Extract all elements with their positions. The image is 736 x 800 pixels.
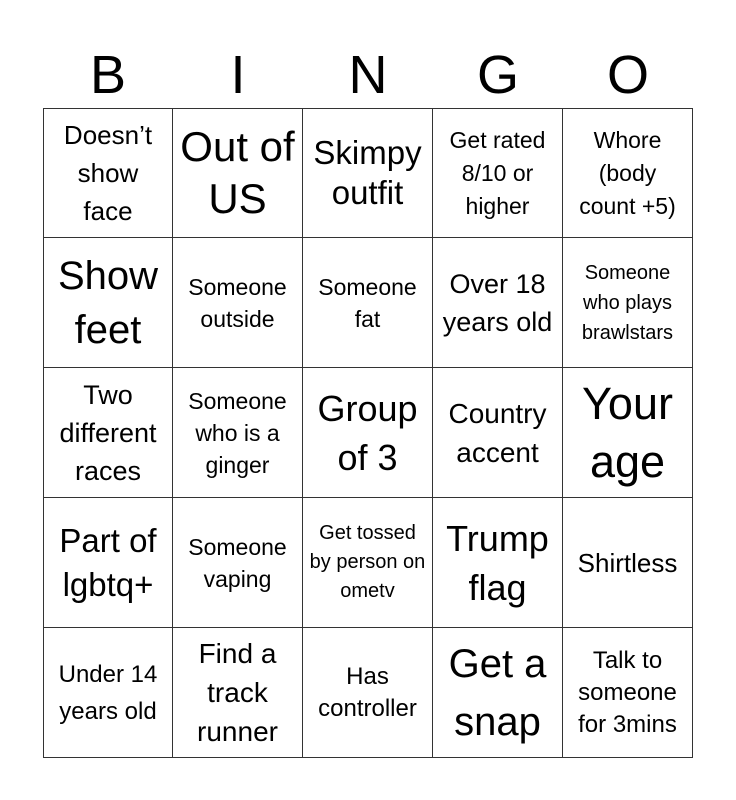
header-letter-o: O [606, 45, 649, 105]
bingo-cell-label: Over 18 years old [442, 268, 553, 337]
bingo-cell[interactable] [433, 108, 563, 238]
bingo-cell[interactable] [563, 238, 693, 368]
bingo-cell[interactable] [563, 498, 693, 628]
header-letter-g: G [476, 45, 519, 105]
bingo-cell-label: Under 14 years old [58, 660, 158, 725]
bingo-cell[interactable] [43, 498, 173, 628]
bingo-cell-label: Out of US [180, 123, 295, 222]
bingo-cell[interactable] [303, 628, 433, 758]
bingo-cell[interactable] [303, 498, 433, 628]
bingo-board [43, 108, 693, 758]
bingo-cell-label: Has controller [318, 662, 417, 722]
bingo-cell-label: Part of lgbtq+ [59, 521, 157, 603]
bingo-cell-label: Group of 3 [317, 387, 418, 478]
bingo-cell-label: Find a track runner [197, 638, 278, 747]
bingo-header [43, 42, 693, 108]
bingo-cell[interactable] [563, 368, 693, 498]
bingo-cell-label: Doesn’t show face [63, 120, 153, 226]
bingo-cell[interactable] [43, 238, 173, 368]
bingo-cell[interactable] [173, 498, 303, 628]
bingo-cell[interactable] [433, 498, 563, 628]
bingo-cell-label: Show feet [57, 253, 159, 352]
bingo-cell-label: Someone who plays brawlstars [581, 261, 674, 344]
header-letter-n: N [348, 45, 388, 105]
bingo-cell[interactable] [43, 628, 173, 758]
bingo-cell-label: Skimpy outfit [313, 134, 422, 211]
bingo-cell-label: Someone fat [318, 273, 417, 332]
bingo-cell[interactable] [433, 368, 563, 498]
bingo-cell-label: Get rated 8/10 or higher [449, 126, 546, 219]
bingo-cell-label: Trump flag [446, 517, 549, 608]
bingo-cell-label: Two different races [59, 379, 157, 486]
bingo-cell[interactable] [303, 108, 433, 238]
header-letter-i: I [230, 45, 246, 105]
bingo-cell-label: Country accent [448, 397, 547, 468]
bingo-cell-label: Shirtless [577, 547, 678, 578]
bingo-cell[interactable] [43, 108, 173, 238]
bingo-cell-label: Whore (body count +5) [579, 126, 676, 219]
bingo-cell[interactable] [43, 368, 173, 498]
header-letter-b: B [89, 45, 127, 105]
bingo-cell[interactable] [303, 368, 433, 498]
bingo-cell-label: Get tossed by person on ometv [309, 522, 426, 602]
bingo-cell[interactable] [433, 628, 563, 758]
bingo-cell[interactable] [173, 108, 303, 238]
bingo-cell[interactable] [433, 238, 563, 368]
bingo-cell[interactable] [173, 628, 303, 758]
bingo-cell[interactable] [303, 238, 433, 368]
bingo-cell-label: Talk to someone for 3mins [578, 646, 677, 738]
bingo-cell[interactable] [563, 628, 693, 758]
bingo-cell-label: Someone who is a ginger [188, 387, 287, 478]
bingo-cell-label: Get a snap [448, 641, 547, 744]
bingo-cell-label: Someone outside [188, 273, 287, 332]
bingo-cell-label: Your age [582, 377, 673, 487]
bingo-cell[interactable] [173, 238, 303, 368]
bingo-cell[interactable] [173, 368, 303, 498]
bingo-cell-label: Someone vaping [188, 533, 287, 592]
bingo-cell[interactable] [563, 108, 693, 238]
